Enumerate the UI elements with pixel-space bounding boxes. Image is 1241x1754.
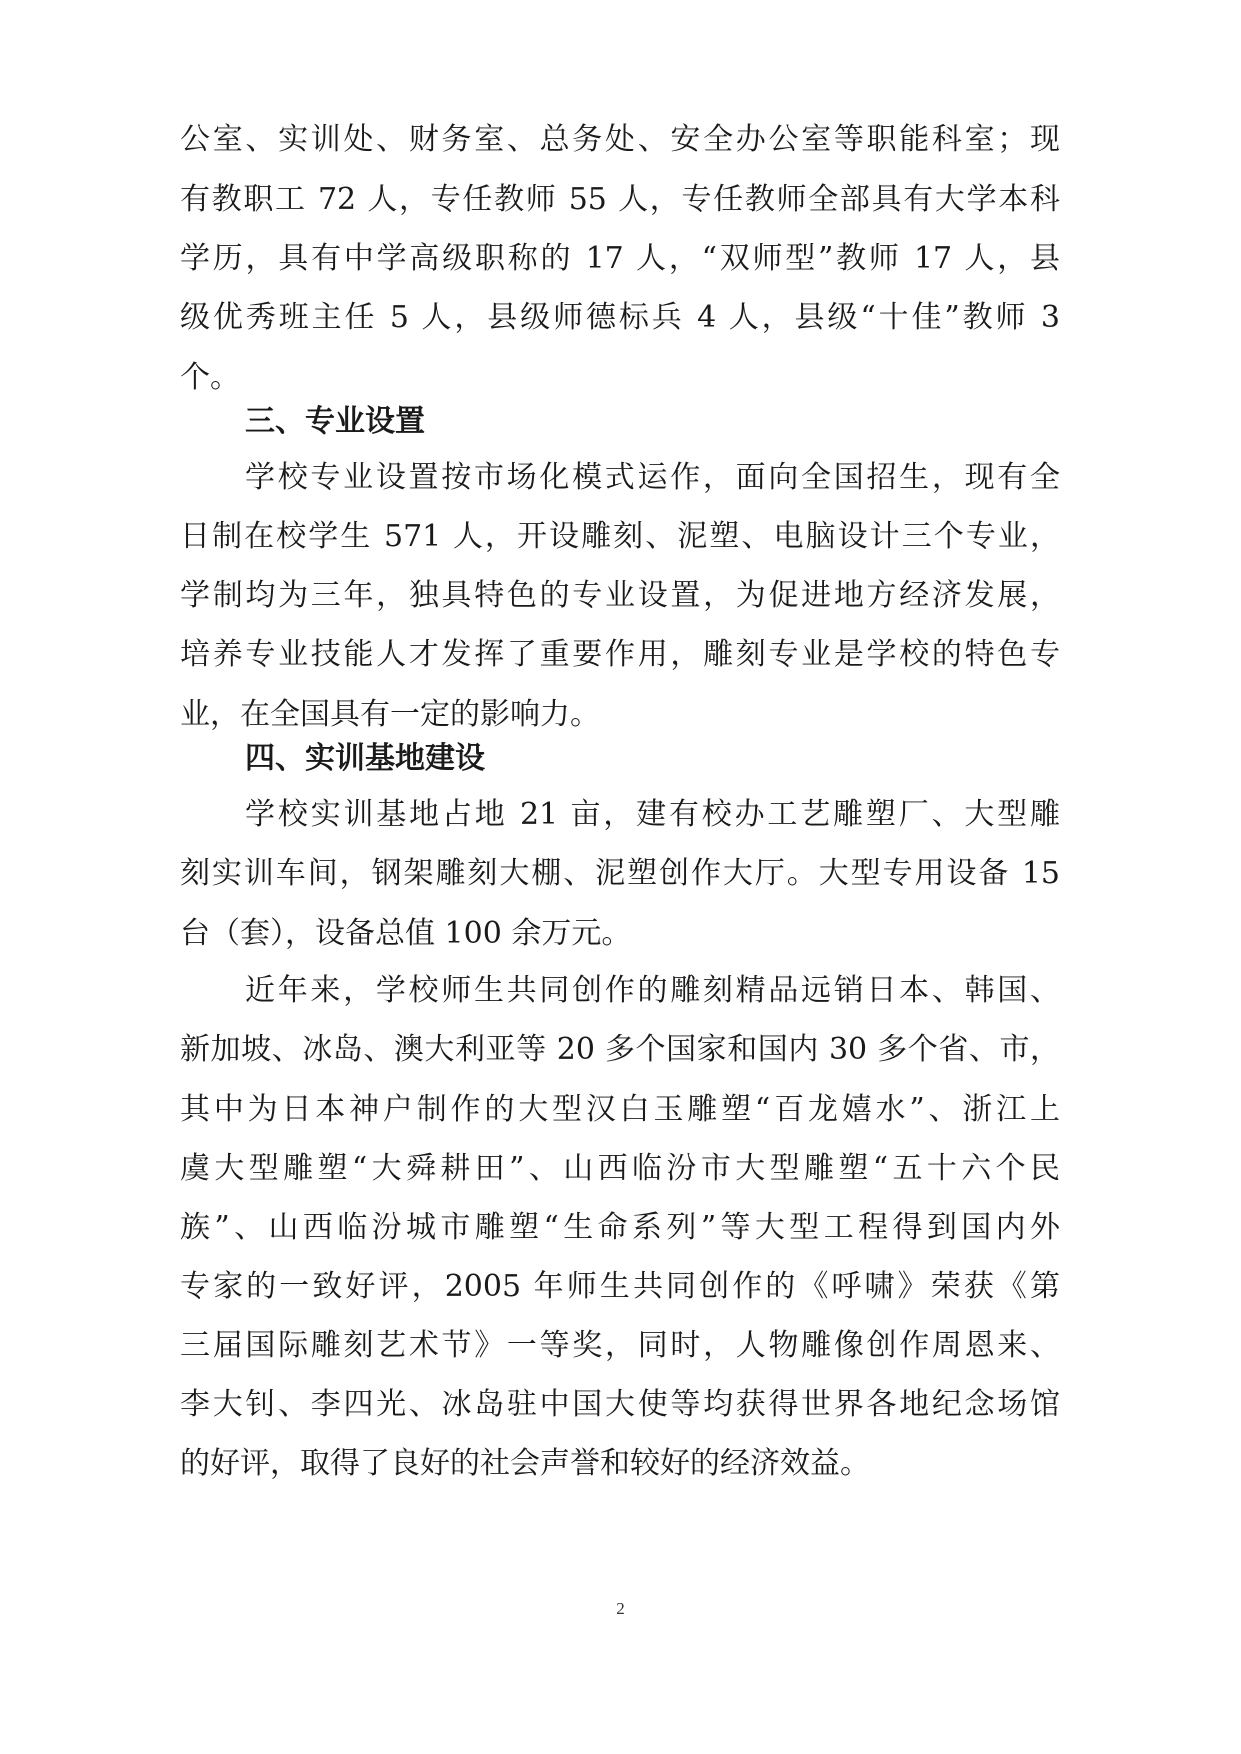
paragraph-line: 级优秀班主任 5 人，县级师德标兵 4 人，县级“十佳”教师 3 [180,300,1060,335]
paragraph-line: 的好评，取得了良好的社会声誉和较好的经济效益。 [180,1446,870,1481]
section-heading: 四、实训基地建设 [245,741,485,776]
paragraph-line: 新加坡、冰岛、澳大利亚等 20 多个国家和国内 30 多个省、市， [180,1032,1060,1067]
paragraph-line: 有教职工 72 人，专任教师 55 人，专任教师全部具有大学本科 [180,182,1060,217]
paragraph-line: 学校专业设置按市场化模式运作，面向全国招生，现有全 [245,460,1060,495]
paragraph-line: 刻实训车间，钢架雕刻大棚、泥塑创作大厅。大型专用设备 15 [180,856,1060,891]
paragraph-line: 学校实训基地占地 21 亩，建有校办工艺雕塑厂、大型雕 [245,797,1060,832]
paragraph-line: 公室、实训处、财务室、总务处、安全办公室等职能科室；现 [180,122,1060,157]
paragraph-line: 日制在校学生 571 人，开设雕刻、泥塑、电脑设计三个专业， [180,519,1060,554]
paragraph-line: 虞大型雕塑“大舜耕田”、山西临汾市大型雕塑“五十六个民 [180,1151,1060,1186]
paragraph-line: 其中为日本神户制作的大型汉白玉雕塑“百龙嬉水”、浙江上 [180,1092,1060,1127]
paragraph-line: 李大钊、李四光、冰岛驻中国大使等均获得世界各地纪念场馆 [180,1387,1060,1422]
paragraph-line: 学历，具有中学高级职称的 17 人，“双师型”教师 17 人，县 [180,241,1060,276]
page-number: 2 [616,1599,625,1618]
paragraph-line: 三届国际雕刻艺术节》一等奖，同时，人物雕像创作周恩来、 [180,1328,1060,1363]
paragraph-line: 族”、山西临汾城市雕塑“生命系列”等大型工程得到国内外 [180,1210,1060,1245]
section-heading: 三、专业设置 [245,404,425,439]
paragraph-line: 个。 [180,360,240,395]
paragraph-line: 培养专业技能人才发挥了重要作用，雕刻专业是学校的特色专 [180,637,1060,672]
paragraph-line: 近年来，学校师生共同创作的雕刻精品远销日本、韩国、 [245,973,1060,1008]
paragraph-line: 业，在全国具有一定的影响力。 [180,697,600,732]
paragraph-line: 专家的一致好评，2005 年师生共同创作的《呼啸》荣获《第 [180,1269,1060,1304]
paragraph-line: 学制均为三年，独具特色的专业设置，为促进地方经济发展， [180,578,1060,613]
paragraph-line: 台（套），设备总值 100 余万元。 [180,916,632,951]
